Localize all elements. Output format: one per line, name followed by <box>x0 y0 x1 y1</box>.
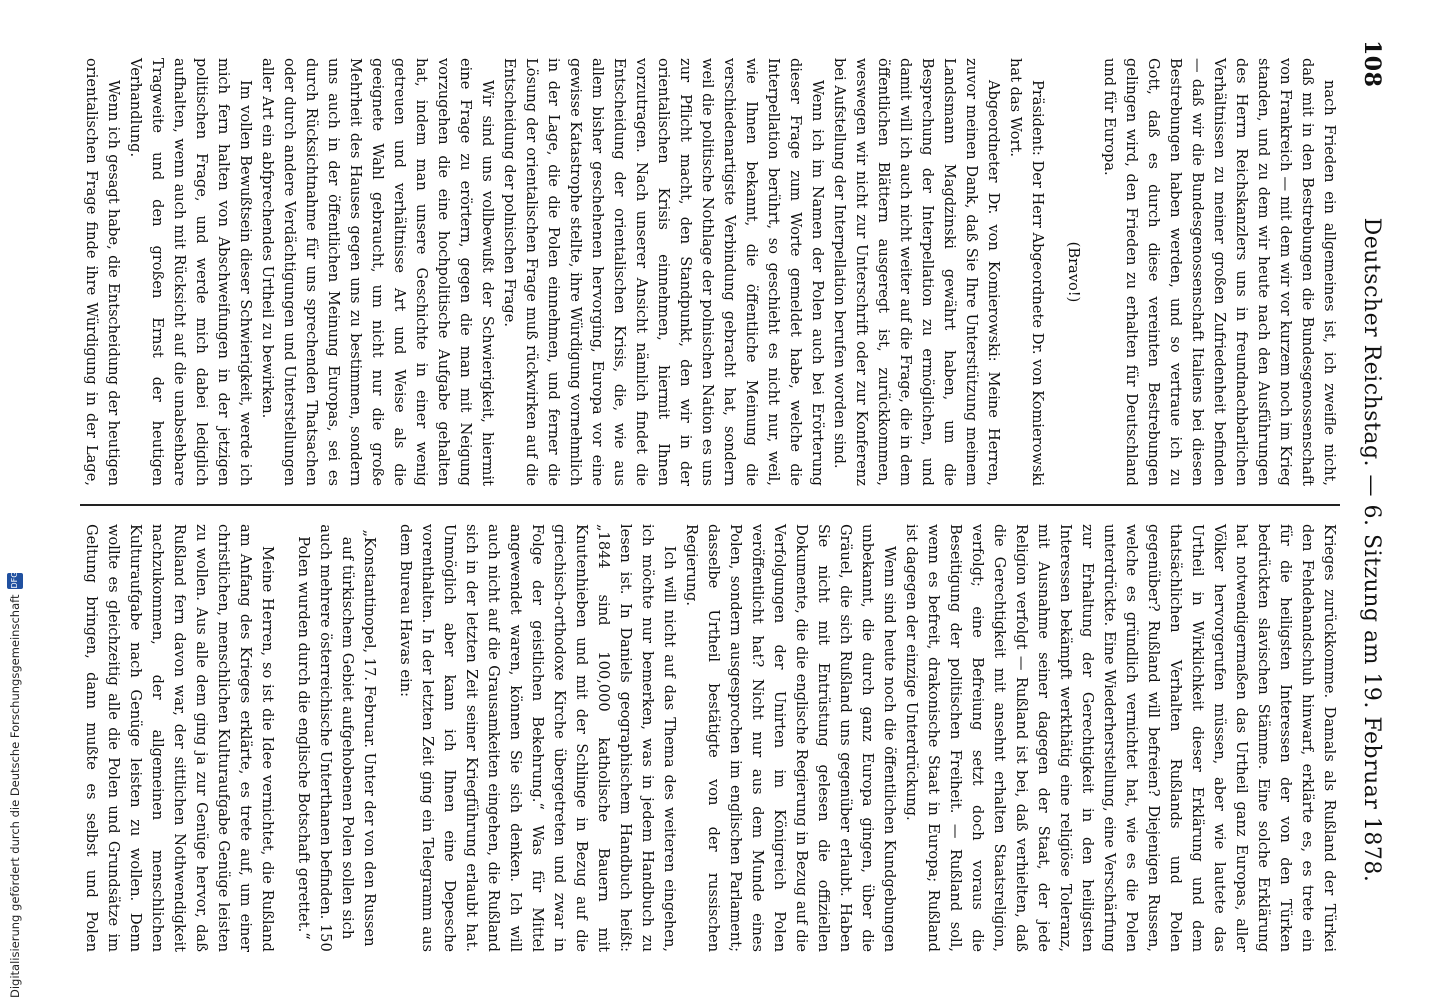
telegram-quote: „Konstantinopel, 17. Februar. Unter der von den Russen auf türkischem Gebiet aufgehobenen Polen sollen sich auch mehrere österreichische Unterthanen befinden. 150 Polen wurden durch die englische Botschaft gerettet.“ <box>295 524 378 952</box>
paragraph: Wir sind uns vollbewußt der Schwierigkeit, hiermit eine Frage zu erörtern, gegen die man mit Neigung vorzugehen die eine hochpolitische Aufgabe gehalten hat, indem man unsere Geschichte in einer wenig getreuen und verhältnisse Art und Weise als die geeignete Wahl gebraucht, um nicht nur die große Mehrheit des Hauses gegen uns zu bestimmen, sondern uns auch in der öffentlichen Meinung Europas, sei es durch Rücksichtnahme für uns sprechenden Thatsachen oder durch andere Verdächtigungen und Unterstellungen aller Art ein abfprechendes Urtheil zu bewirken. <box>259 58 496 486</box>
running-title: Deutscher Reichstag. — 6. Sitzung am 19. Februar 1878. <box>1359 217 1385 883</box>
right-column <box>80 506 1340 970</box>
paragraph: nach Frieden ein allgemeines ist, ich zweifle nicht, daß mit in den Bestrebungen die Bundesgenossenschaft von Frankreich — mit dem wir vor kurzem noch im Krieg standen, und zu dem wir heute nach den Ausführungen des Herrn Reichskanzlers uns in freundnachbarlichen Verhältnissen zu meiner großen Zufriedenheit befinden — daß wir die Bundesgenossenschaft Italiens bei diesen Bestrebungen haben werden, und so vertraue ich zu Gott, daß es durch diese vereinten Bestrebungen gelingen wird, den Frieden zu erhalten für Deutschland und für Europa. <box>1101 58 1338 486</box>
page-number: 108 <box>1359 40 1385 88</box>
text-columns <box>80 40 1340 970</box>
rotated-newspaper-page <box>40 0 1432 1000</box>
left-column <box>80 40 1340 504</box>
page-header <box>1352 40 1392 980</box>
paragraph: Ich will nicht auf das Thema des weiteren eingehen, ich möchte nur bemerken, was in jedem Handbuch zu lesen ist. In Daniels geographischem Handbuch heißt: „1844 sind 100,000 katholische Bauern mit Knutenhieben und mit der Schlinge in Bezug auf die griechisch-orthodoxe Kirche übergetreten und zwar in Folge der geistlichen Bekehrung.“ Was für Mittel angewendet waren, können Sie sich denken. Ich will auch nicht auf die Grausamkeiten eingehen, die Rußland sich in der letzten Zeit seiner Kriegführung erlaubt hat. Unmöglich aber kann ich Ihnen eine Depesche vorenthalten. In der letzten Zeit ging ein Telegramm aus dem Bureau Havas ein: <box>397 524 678 952</box>
paragraph: Im vollen Bewußtsein dieser Schwierigkeit, werde ich mich fern halten von Abschweifungen in der jetzigen politischen Frage, und werde mich dabei lediglich aufhalten, wenn auch mit Rücksicht auf die unabsehbare Tragweite und den großen Ernst der heutigen Verhandlung. <box>127 58 254 486</box>
paragraph: Krieges zurückkomme. Damals als Rußland der Türkei den Fehdehandschuh hinwarf, erklärte es, es trete ein für die heiligsten Interessen der von den Türken bedrückten slavischen Stämme. Eine solche Erklärung hat notwendigermaßen das Urtheil ganz Europas, aller Völker hervorgerufen müssen, aber wie lautete das Urtheil in Wirklichkeit dieser Erklärung und dem thatsächlichen Verhalten Rußlands und Polen gegenüber? Rußland will befreien? Diejenigen Russen, welche es gründlich vernichtet hat, wie es die Polen unterdrückte. Eine Wiederherstellung, eine Verschärfung zur Erhaltung der Gerechtigkeit in den heiligsten Interessen bekämpft werkthätig eine religiöse Toleranz, mit Ausnahme seiner dagegen der Staat, der jede Religion verfolgt — Rußland ist bei, daß verhielten, daß die Gerechtigkeit mit ansehnt erhalten Staatsreligion, verfolgt; eine Befreiung setzt doch voraus die Beseitigung der politischen Freiheit. — Rußland soll, wenn es befreit, drakonische Staat in Europa; Rußland ist dagegen der einzige Unterdrückung. <box>903 524 1338 952</box>
president-remark: Präsident: Der Herr Abgeordnete Dr. von Komierowski hat das Wort. <box>1007 58 1046 486</box>
paragraph: Abgeordneter Dr. von Komierowski: Meine Herren, zuvor meinen Dank, daß Sie Ihre Unterstützung meinem Landsmann Magdzinski gewährt haben, um die Besprechung der Interpellation zu ermöglichen, und damit will ich auch nicht weiter auf die Frage, die in dem öffentlichen Blättern ausgeregt ist, zurückkommen, weswegen wir nicht zur Unterschrift oder zur Konferenz bei Aufstellung der Interpellation berufen worden sind. <box>831 58 1002 486</box>
paragraph: Wenn sind heute noch die öffentlichen Kundgebungen unbekannt, die durch ganz Europa gingen, über die Gräuel, die sich Rußland uns gegenüber erlaubt. Haben Sie nicht mit Entrüstung gelesen die offiziellen Dokumente, die die englische Regierung in Bezug auf die Verfolgungen der Unirten im Königreich Polen veröffentlicht hat? Nicht nur aus dem Munde eines Polen, sondern ausgesprochen im englischen Parlament; dasselbe Urtheil bestätigte von der russischen Regierung. <box>683 524 898 952</box>
bravo-remark: (Bravo!) <box>1065 241 1082 303</box>
paragraph: Wenn ich im Namen der Polen auch bei Erörterung dieser Frage zum Worte gemeldet habe, welche die Interpellation berührt, so geschieht es nicht nur, weil, wie Ihnen bekannt, die öffentliche Meinung die verschiedenartigste Verbindung gebracht hat, sondern weil die politische Nothlage der polnischen Nation es uns zur Pflicht macht, den Standpunkt, den wir in der orientalischen Krisis einnehmen, hiermit Ihnen vorzutragen. Nach unserer Ansicht nämlich findet die Entscheidung der orientalischen Krisis, die, wie aus allem bisher geschehenen hervorging, Europa vor eine gewisse Katastrophe stellte, ihre Würdigung vornehmlich in der Lage, die die Polen einnehmen, und ferner die Lösung der orientalischen Frage muß rückwirken auf die Entscheidung der polnischen Frage. <box>501 58 826 486</box>
paragraph: Wenn ich gesagt habe, die Entscheidung der heutigen orientalischen Frage finde ihre Würdigung in der Lage, <box>83 58 122 486</box>
digitization-credit <box>2 0 28 998</box>
paragraph: Meine Herren, so ist die Idee vernichtet, die Rußland am Anfang des Krieges erklärte, es trete auf, um einer christlichen, menschlichen Kulturaufgabe Genüge leisten zu wollen. Aus alle dem ging ja zur Genüge hervor, daß Rußland fern davon war, der sittlichen Nothwendigkeit nachzukommen, der allgemeinen menschlichen Kulturaufgabe nach Genüge leisten zu wollen. Denn wollte es gleichzeitig alle die Polen und Grundsätze im Geltung bringen, dann mußte es selbst und Polen <box>83 524 276 952</box>
dfg-logo-icon: DFG <box>7 573 23 589</box>
digitization-note: Digitalisierung gefördert durch die Deutsche Forschungsgemeinschaft <box>8 594 22 998</box>
